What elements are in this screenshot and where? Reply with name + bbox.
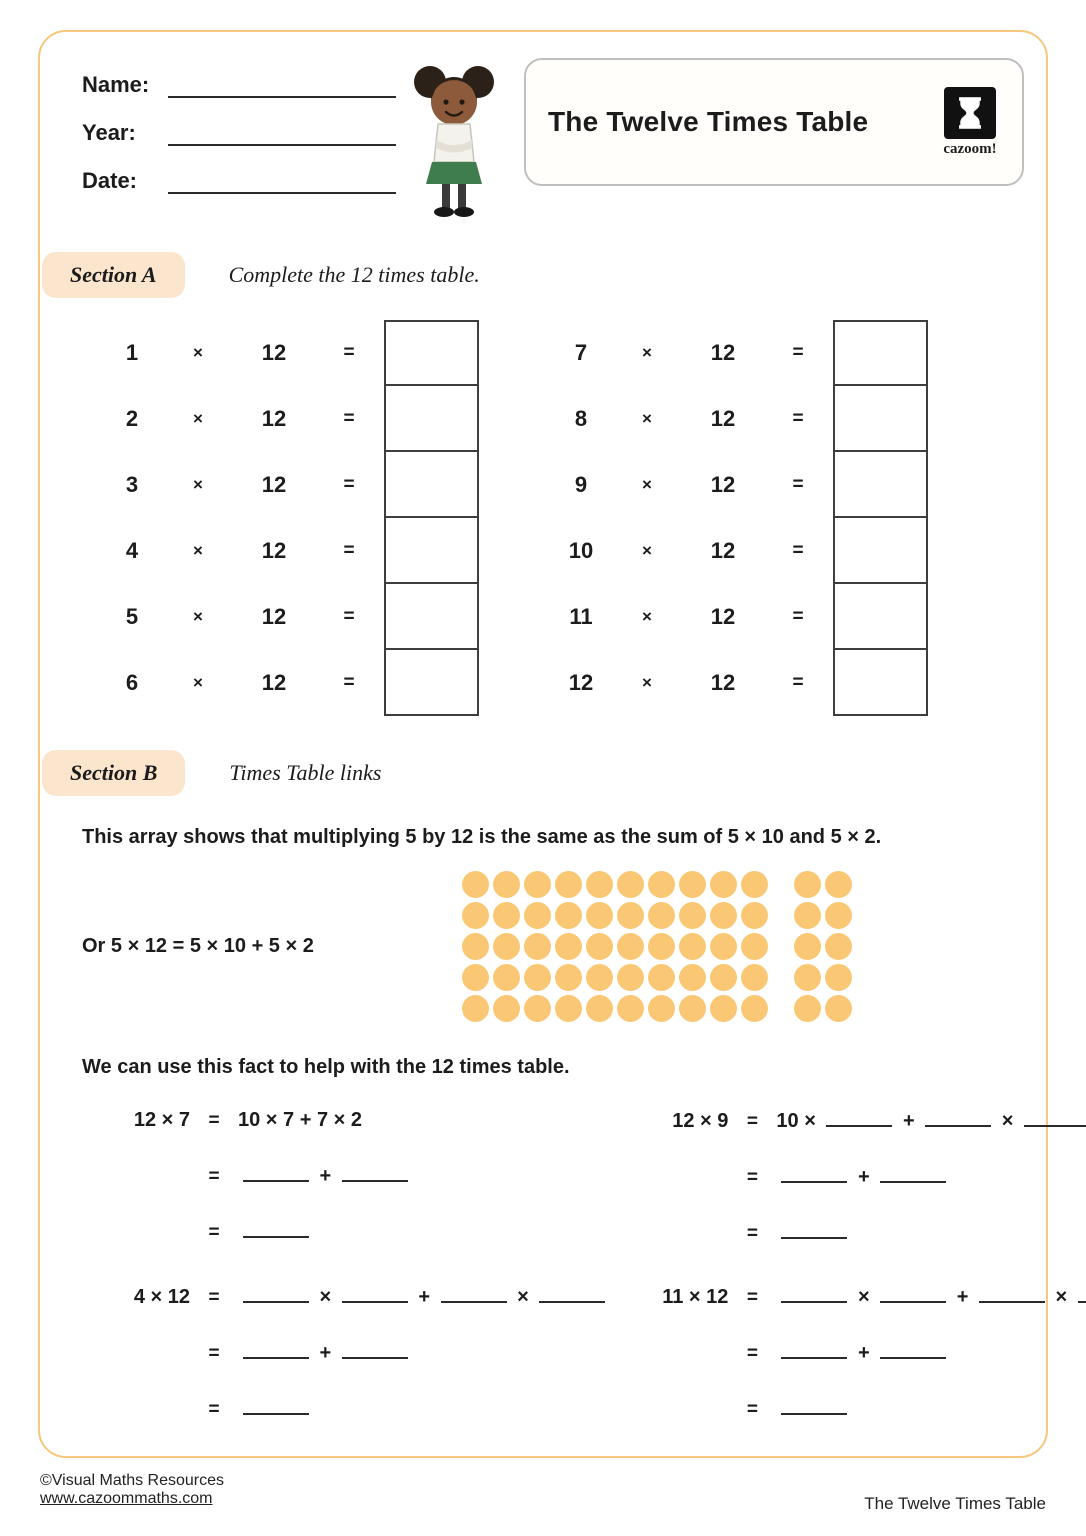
array-dot — [493, 964, 520, 991]
array-dot — [710, 902, 737, 929]
multiply-sign: × — [193, 343, 203, 362]
answer-box[interactable] — [833, 320, 928, 386]
section-b-instruction: Times Table links — [229, 760, 382, 785]
multiplicand: 12 — [261, 340, 287, 365]
equals-sign: = — [343, 342, 355, 363]
equals-sign: = — [792, 540, 804, 561]
table-row — [551, 386, 928, 452]
array-dot — [617, 995, 644, 1022]
array-dot — [617, 933, 644, 960]
equals-sign: = — [792, 474, 804, 495]
table-row — [551, 452, 928, 518]
multiplicand: 12 — [710, 670, 736, 695]
array-dot — [710, 995, 737, 1022]
fact-line: We can use this fact to help with the 12 times table. — [82, 1056, 570, 1078]
name-line[interactable] — [168, 78, 396, 98]
array-dot — [679, 964, 706, 991]
problem-line — [620, 1221, 1086, 1245]
dot-array — [462, 871, 852, 1022]
table-row — [102, 584, 479, 650]
array-dot — [710, 933, 737, 960]
answer-blank[interactable] — [243, 1341, 309, 1359]
array-dot — [648, 964, 675, 991]
array-dot — [794, 871, 821, 898]
array-band — [62, 871, 1024, 1022]
table-row — [551, 584, 928, 650]
equals-sign: = — [746, 1111, 758, 1132]
footer-title: The Twelve Times Table — [864, 1494, 1046, 1513]
answer-blank[interactable] — [1024, 1109, 1086, 1127]
equals-sign: = — [208, 1222, 220, 1243]
multiplicand: 12 — [710, 406, 736, 431]
table-row — [551, 650, 928, 716]
array-dot — [524, 871, 551, 898]
answer-box[interactable] — [384, 518, 479, 584]
answer-blank[interactable] — [826, 1109, 892, 1127]
problems-grid — [62, 1109, 1073, 1421]
date-label: Date: — [82, 168, 138, 193]
answer-blank[interactable] — [441, 1285, 507, 1303]
multiply-sign: × — [642, 475, 652, 494]
equals-sign: = — [792, 606, 804, 627]
cazoom-logo — [932, 87, 1008, 158]
multiplier: 8 — [574, 406, 588, 431]
table-row — [551, 320, 928, 386]
student-fields — [62, 58, 402, 216]
problem-expression: + — [776, 1165, 951, 1189]
answer-blank[interactable] — [1078, 1285, 1086, 1303]
multiplier: 6 — [125, 670, 139, 695]
multiplier: 3 — [125, 472, 139, 497]
multiplier: 7 — [574, 340, 588, 365]
array-dot — [679, 995, 706, 1022]
problem-expression: + — [776, 1341, 951, 1365]
array-dot — [710, 964, 737, 991]
array-dot — [741, 871, 768, 898]
times-table-left-column — [102, 320, 479, 716]
date-field — [82, 168, 402, 194]
problem-expression: × + × — [776, 1285, 1086, 1309]
array-dot — [825, 871, 852, 898]
problem-line — [620, 1341, 1086, 1365]
equals-sign: = — [208, 1343, 220, 1364]
answer-blank[interactable] — [925, 1109, 991, 1127]
year-field — [82, 120, 402, 146]
multiply-sign: × — [193, 475, 203, 494]
problem-line — [82, 1164, 610, 1188]
table-row — [102, 650, 479, 716]
array-dot — [794, 995, 821, 1022]
multiplier: 10 — [568, 538, 594, 563]
equals-sign: = — [746, 1399, 758, 1420]
worksheet-title: The Twelve Times Table — [548, 106, 869, 137]
array-dot — [617, 871, 644, 898]
answer-blank[interactable] — [979, 1285, 1045, 1303]
problem-expression — [776, 1397, 852, 1421]
multiplier: 9 — [574, 472, 588, 497]
copyright-text: ©Visual Maths Resources — [40, 1472, 225, 1489]
array-dot — [462, 964, 489, 991]
array-dot — [679, 933, 706, 960]
header — [62, 58, 1024, 218]
cazoom-logo-icon — [944, 87, 996, 139]
problem-12x7 — [82, 1109, 610, 1245]
array-dot — [825, 964, 852, 991]
answer-blank[interactable] — [243, 1285, 309, 1303]
problem-line — [620, 1285, 1086, 1309]
equals-sign: = — [208, 1287, 220, 1308]
equals-sign: = — [746, 1167, 758, 1188]
multiplier: 4 — [125, 538, 139, 563]
website-link[interactable]: www.cazoommaths.com — [40, 1490, 213, 1507]
multiplier: 11 — [569, 604, 593, 629]
array-dot — [462, 995, 489, 1022]
section-b-header — [62, 750, 1024, 796]
multiply-sign: × — [642, 607, 652, 626]
equals-sign: = — [208, 1399, 220, 1420]
array-dot — [555, 933, 582, 960]
year-line[interactable] — [168, 126, 396, 146]
name-label: Name: — [82, 72, 150, 97]
section-a-instruction: Complete the 12 times table. — [228, 262, 480, 287]
answer-blank[interactable] — [781, 1341, 847, 1359]
answer-blank[interactable] — [781, 1165, 847, 1183]
array-dot — [679, 902, 706, 929]
array-dot — [741, 964, 768, 991]
multiply-sign: × — [193, 541, 203, 560]
answer-blank[interactable] — [342, 1164, 408, 1182]
array-dot — [741, 902, 768, 929]
dot-array-tens — [462, 871, 768, 1022]
multiply-sign: × — [642, 541, 652, 560]
equals-sign: = — [208, 1110, 220, 1131]
array-dot — [462, 933, 489, 960]
times-table-right-column — [551, 320, 928, 716]
worksheet-page — [38, 30, 1073, 1458]
multiply-sign: × — [642, 409, 652, 428]
date-line[interactable] — [168, 174, 396, 194]
array-dot — [586, 995, 613, 1022]
answer-box[interactable] — [833, 518, 928, 584]
problem-line — [620, 1109, 1086, 1133]
equals-sign: = — [746, 1223, 758, 1244]
array-dot — [555, 964, 582, 991]
answer-blank[interactable] — [342, 1285, 408, 1303]
array-dot — [493, 995, 520, 1022]
answer-blank[interactable] — [880, 1165, 946, 1183]
array-dot — [648, 933, 675, 960]
answer-blank[interactable] — [781, 1285, 847, 1303]
answer-box[interactable] — [384, 386, 479, 452]
array-dot — [586, 902, 613, 929]
problem-line — [620, 1165, 1086, 1189]
equals-sign: = — [792, 672, 804, 693]
array-dot — [825, 995, 852, 1022]
answer-blank[interactable] — [243, 1164, 309, 1182]
answer-box[interactable] — [384, 320, 479, 386]
array-dot — [462, 902, 489, 929]
equals-sign: = — [343, 474, 355, 495]
table-row — [102, 386, 479, 452]
multiplicand: 12 — [710, 604, 736, 629]
footer — [40, 1472, 1046, 1514]
problem-expression: + — [238, 1341, 413, 1365]
multiplier: 5 — [125, 604, 139, 629]
multiply-sign: × — [642, 343, 652, 362]
array-dot — [710, 871, 737, 898]
answer-box[interactable] — [833, 386, 928, 452]
problem-line — [82, 1220, 610, 1244]
times-table-grid — [62, 320, 1024, 716]
problem-expression: 10 × 7 + 7 × 2 — [238, 1109, 362, 1131]
problem-lhs: 4 × 12 — [133, 1286, 190, 1308]
problem-line — [82, 1285, 610, 1309]
problem-expression: × + × — [238, 1285, 610, 1309]
problem-4x12 — [82, 1285, 610, 1421]
array-dot — [493, 871, 520, 898]
answer-blank[interactable] — [880, 1341, 946, 1359]
answer-blank[interactable] — [781, 1397, 847, 1415]
dot-array-twos — [794, 871, 852, 1022]
array-dot — [794, 964, 821, 991]
array-dot — [524, 964, 551, 991]
multiplicand: 12 — [710, 340, 736, 365]
equals-sign: = — [792, 408, 804, 429]
table-row — [102, 452, 479, 518]
answer-blank[interactable] — [539, 1285, 605, 1303]
array-dot — [741, 995, 768, 1022]
table-row — [551, 518, 928, 584]
array-dot — [524, 933, 551, 960]
array-dot — [555, 871, 582, 898]
multiplicand: 12 — [261, 604, 287, 629]
array-dot — [524, 902, 551, 929]
problem-expression — [238, 1397, 314, 1421]
title-box — [524, 58, 1024, 186]
multiply-sign: × — [193, 607, 203, 626]
equals-sign: = — [343, 540, 355, 561]
array-dot — [825, 902, 852, 929]
footer-credits — [40, 1472, 224, 1508]
answer-blank[interactable] — [781, 1221, 847, 1239]
array-dot — [794, 902, 821, 929]
problem-lhs: 12 × 7 — [133, 1109, 190, 1131]
or-equation: Or 5 × 12 = 5 × 10 + 5 × 2 — [82, 935, 314, 957]
array-dot — [741, 933, 768, 960]
equals-sign: = — [343, 672, 355, 693]
equals-sign: = — [746, 1343, 758, 1364]
multiply-sign: × — [642, 673, 652, 692]
array-dot — [648, 995, 675, 1022]
multiplicand: 12 — [261, 406, 287, 431]
array-dot — [586, 964, 613, 991]
array-dot — [648, 902, 675, 929]
problem-lhs: 11 × 12 — [662, 1286, 729, 1308]
array-dot — [493, 902, 520, 929]
array-dot — [586, 933, 613, 960]
multiplier: 1 — [125, 340, 139, 365]
answer-blank[interactable] — [243, 1397, 309, 1415]
multiplicand: 12 — [710, 472, 736, 497]
student-illustration — [402, 62, 506, 218]
array-dot — [648, 871, 675, 898]
equals-sign: = — [343, 606, 355, 627]
answer-blank[interactable] — [880, 1285, 946, 1303]
problem-lhs: 12 × 9 — [672, 1110, 729, 1132]
year-label: Year: — [82, 120, 136, 145]
multiplier: 2 — [125, 406, 139, 431]
answer-blank[interactable] — [342, 1341, 408, 1359]
problem-expression — [776, 1221, 852, 1245]
cazoom-logo-text: cazoom! — [943, 140, 997, 157]
name-field — [82, 72, 402, 98]
array-dot — [586, 871, 613, 898]
answer-box[interactable] — [384, 452, 479, 518]
array-dot — [825, 933, 852, 960]
array-dot — [555, 995, 582, 1022]
problem-line — [82, 1341, 610, 1365]
answer-box[interactable] — [384, 584, 479, 650]
multiplier: 12 — [568, 670, 594, 695]
array-dot — [794, 933, 821, 960]
problem-line — [620, 1397, 1086, 1421]
table-row — [102, 518, 479, 584]
answer-box[interactable] — [833, 650, 928, 716]
problem-expression — [238, 1220, 314, 1244]
section-b-pill: Section B — [42, 750, 185, 796]
answer-blank[interactable] — [243, 1220, 309, 1238]
problem-line — [82, 1109, 610, 1132]
table-row — [102, 320, 479, 386]
equals-sign: = — [343, 408, 355, 429]
multiplicand: 12 — [261, 538, 287, 563]
array-dot — [679, 871, 706, 898]
array-dot — [555, 902, 582, 929]
answer-box[interactable] — [833, 452, 928, 518]
section-a-pill: Section A — [42, 252, 185, 298]
multiplicand: 12 — [710, 538, 736, 563]
array-dot — [493, 933, 520, 960]
multiplicand: 12 — [261, 472, 287, 497]
array-statement: This array shows that multiplying 5 by 12 is the same as the sum of 5 × 10 and 5 × 2. — [82, 826, 882, 848]
array-dot — [524, 995, 551, 1022]
equals-sign: = — [792, 342, 804, 363]
multiply-sign: × — [193, 673, 203, 692]
section-a-header — [62, 252, 1024, 298]
problem-11x12 — [620, 1285, 1086, 1421]
answer-box[interactable] — [384, 650, 479, 716]
problem-line — [82, 1397, 610, 1421]
answer-box[interactable] — [833, 584, 928, 650]
array-dot — [617, 902, 644, 929]
multiply-sign: × — [193, 409, 203, 428]
problem-expression: + — [238, 1164, 413, 1188]
equals-sign: = — [746, 1287, 758, 1308]
array-dot — [462, 871, 489, 898]
multiplicand: 12 — [261, 670, 287, 695]
array-dot — [617, 964, 644, 991]
problem-expression: 10 × + × — [776, 1109, 1086, 1133]
equals-sign: = — [208, 1166, 220, 1187]
problem-12x9 — [620, 1109, 1086, 1245]
